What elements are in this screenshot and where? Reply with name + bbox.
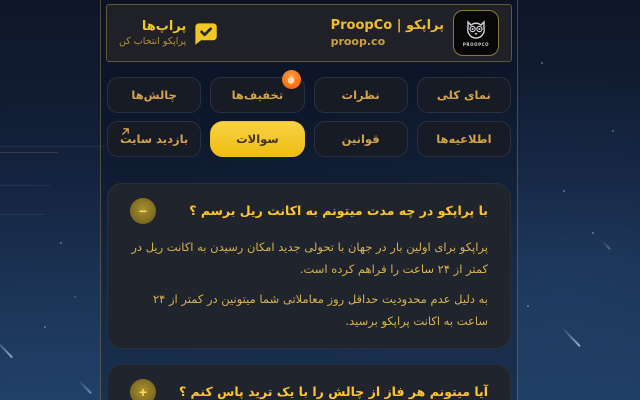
tab-visit-site[interactable] xyxy=(107,121,201,157)
decor-line xyxy=(0,152,58,153)
tab-questions[interactable] xyxy=(210,121,304,157)
brand-text xyxy=(331,18,444,47)
star-dot xyxy=(563,190,565,192)
props-block xyxy=(119,19,219,48)
star-dot xyxy=(612,130,614,132)
tab-label: نمای کلی xyxy=(436,88,491,102)
tab-label: بازدید سایت xyxy=(120,132,189,146)
star-dot xyxy=(541,62,543,64)
faq-answer xyxy=(130,236,488,333)
faq-question-row[interactable] xyxy=(130,198,488,224)
star-dot xyxy=(527,305,529,307)
widget-header xyxy=(106,4,512,62)
proopco-widget xyxy=(100,0,518,400)
faq-section xyxy=(107,183,511,400)
tab-label: اطلاعیه‌ها xyxy=(436,132,492,146)
tab-reviews[interactable] xyxy=(314,77,408,113)
tab-bar xyxy=(107,77,511,157)
proopco-logo xyxy=(453,10,499,56)
props-text xyxy=(119,19,186,48)
flame-badge-icon xyxy=(282,70,301,89)
tab-label: قوانین xyxy=(341,132,380,146)
decor-line xyxy=(0,214,44,215)
chat-check-icon xyxy=(192,20,219,47)
meteor-streak xyxy=(601,240,611,250)
brand-block xyxy=(331,10,499,56)
star-dot xyxy=(60,242,62,244)
tab-announcements[interactable] xyxy=(417,121,511,157)
expand-icon[interactable]: + xyxy=(130,379,156,400)
faq-item-collapsed xyxy=(107,364,511,400)
logo-wordmark: PROOPCO xyxy=(462,42,490,47)
brand-title: پراپکو | ProopCo xyxy=(330,18,444,34)
faq-question-row[interactable] xyxy=(130,379,488,400)
tab-label: نظرات xyxy=(341,88,380,102)
props-title: پراپ‌ها xyxy=(141,18,187,34)
tab-overview[interactable] xyxy=(417,77,511,113)
star-dot xyxy=(44,326,46,328)
tab-challenges[interactable] xyxy=(107,77,201,113)
meteor-streak xyxy=(0,340,13,359)
owl-logo-icon xyxy=(464,19,488,41)
collapse-icon[interactable]: − xyxy=(130,198,156,224)
decor-line xyxy=(0,185,50,186)
tab-discounts[interactable] xyxy=(210,77,304,113)
faq-question: آیا میتونم هر فاز از چالش را با یک ترید پاس کنم ؟ xyxy=(178,383,488,399)
external-link-icon xyxy=(121,127,130,136)
brand-domain: proop.co xyxy=(330,34,386,48)
star-dot xyxy=(74,296,76,298)
faq-question: با پراپکو در چه مدت میتونم به اکانت ریل برسم ؟ xyxy=(189,203,488,218)
tab-label: تخفیف‌ها xyxy=(231,88,284,102)
meteor-streak xyxy=(78,380,92,394)
meteor-streak xyxy=(561,327,580,347)
faq-answer-paragraph: پراپکو برای اولین بار در جهان با تحولی جدید امکان رسیدن به اکانت ریل در کمتر از ۲۴ ساعت را فراهم کرده است. xyxy=(131,240,488,277)
faq-answer-paragraph: به دلیل عدم محدودیت حداقل روز معاملاتی شما میتونین در کمتر از ۲۴ ساعت به اکانت پراپکو برسید. xyxy=(152,291,488,329)
tab-rules[interactable] xyxy=(314,121,408,157)
tab-label: سوالات xyxy=(236,132,279,146)
tab-label: چالش‌ها xyxy=(131,88,177,102)
faq-item-expanded xyxy=(107,183,511,349)
star-dot xyxy=(592,232,594,234)
props-subtitle: پراپکو انتخاب کن xyxy=(119,36,187,48)
